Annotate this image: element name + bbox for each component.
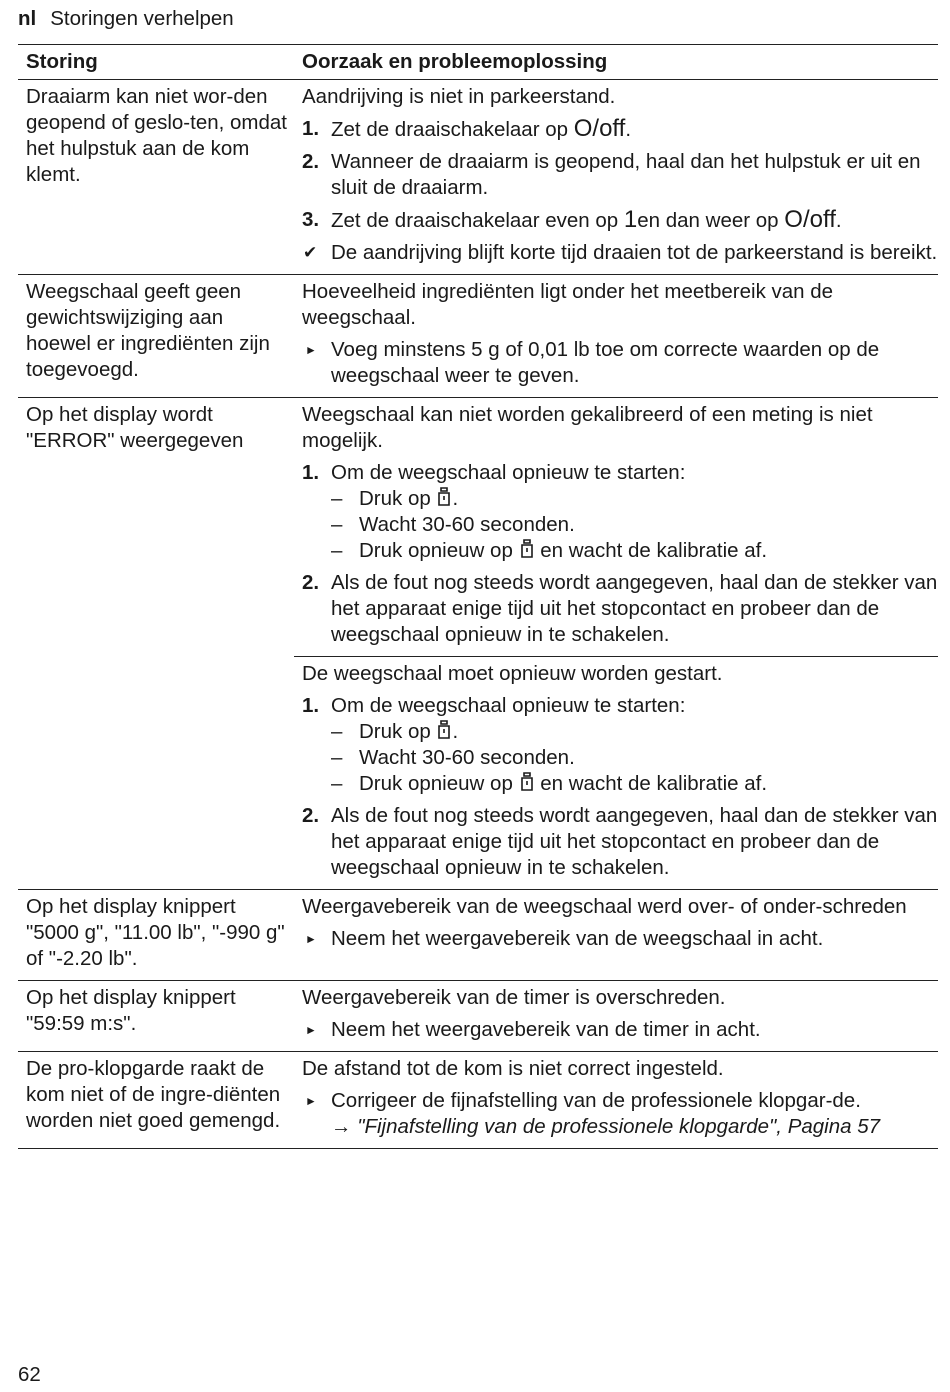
cause-text: Weergavebereik van de timer is overschreden. [302, 986, 726, 1009]
cause-subrow [294, 398, 938, 656]
arrow-icon: → [331, 1115, 352, 1138]
cause-text: Weergavebereik van de weegschaal werd over- of onder-schreden [302, 895, 907, 918]
substep-item [331, 512, 938, 538]
step-item [302, 460, 938, 486]
triangle-bullet-icon: ► [305, 1023, 317, 1037]
scale-button-icon [519, 772, 535, 792]
step-text: Zet de draaischakelaar even op [331, 209, 624, 232]
step-number: 2. [302, 150, 320, 173]
fault-cell: Op het display knippert "59:59 m:s". [26, 986, 236, 1035]
step-text-end: . [625, 118, 632, 141]
table-row [18, 275, 938, 398]
substep-text: Druk op [359, 720, 437, 743]
cross-reference-link[interactable]: "Fijnafstelling van de professionele klopgarde", Pagina 57 [357, 1115, 881, 1138]
substep-text: Wacht 30-60 seconden. [359, 746, 575, 769]
page-header [18, 6, 938, 44]
column-header-storing: Storing [26, 50, 98, 73]
substep-text: Druk opnieuw op [359, 772, 519, 795]
dash-bullet: – [331, 513, 343, 536]
step-number: 1. [302, 694, 320, 717]
step-item [302, 149, 938, 201]
substep-text: Druk op [359, 487, 437, 510]
cause-cell [294, 275, 938, 397]
fault-cell: Op het display knippert "5000 g", "11.00 lb", "-990 g" of "-2.20 lb". [26, 895, 285, 970]
troubleshooting-table [18, 44, 938, 1149]
one-symbol: 1 [623, 206, 638, 233]
cause-cell [294, 981, 938, 1051]
substep-text-end: en wacht de kalibratie af. [534, 539, 768, 562]
step-item [302, 570, 938, 648]
triangle-bullet-icon: ► [305, 343, 317, 357]
step-number: 1. [302, 461, 320, 484]
table-row [18, 80, 938, 275]
action-item [302, 926, 938, 952]
cause-cell [294, 890, 938, 980]
substep-text: Druk opnieuw op [359, 539, 519, 562]
cause-cell [294, 1052, 938, 1148]
table-row [18, 398, 938, 890]
step-text: Om de weegschaal opnieuw te starten: [331, 461, 686, 484]
action-text: Neem het weergavebereik van de timer in acht. [331, 1018, 761, 1041]
dash-bullet: – [331, 720, 343, 743]
table-header-row [18, 44, 938, 80]
cause-subrow [294, 656, 938, 889]
step-item [302, 116, 938, 143]
check-icon: ✔ [303, 243, 318, 262]
triangle-bullet-icon: ► [305, 932, 317, 946]
substep-item: – Druk op . [331, 487, 459, 510]
step-item [302, 803, 938, 881]
step-number: 3. [302, 208, 320, 231]
step-text: Wanneer de draaiarm is geopend, haal dan het hulpstuk er uit en sluit de draaiarm. [331, 150, 921, 199]
substep-text: Wacht 30-60 seconden. [359, 513, 575, 536]
dash-bullet: – [331, 746, 343, 769]
step-text-mid: en dan weer op [637, 209, 785, 232]
scale-button-icon [436, 487, 452, 507]
table-row [18, 890, 938, 981]
action-item [302, 1088, 938, 1140]
step-number: 2. [302, 571, 320, 594]
substep-item [331, 745, 938, 771]
section-title: Storingen verhelpen [50, 7, 234, 30]
cause-cell [294, 398, 938, 889]
action-text: Voeg minstens 5 g of 0,01 lb toe om correcte waarden op de weegschaal weer te geven. [331, 338, 880, 387]
result-item [302, 240, 938, 266]
step-text-end: . [835, 209, 842, 232]
fault-cell: Draaiarm kan niet wor-den geopend of geslo-ten, omdat het hulpstuk aan de kom klemt. [26, 85, 287, 186]
step-number: 1. [302, 117, 320, 140]
scale-button-icon [519, 539, 535, 559]
triangle-bullet-icon: ► [305, 1094, 317, 1108]
step-item [302, 693, 938, 719]
dash-bullet: – [331, 772, 343, 795]
action-item [302, 1017, 938, 1043]
language-code: nl [18, 7, 37, 30]
cause-cell [294, 80, 938, 274]
cause-text: De weegschaal moet opnieuw worden gestart. [302, 662, 723, 685]
cause-text: Hoeveelheid ingrediënten ligt onder het meetbereik van de weegschaal. [302, 280, 834, 329]
page-number: 62 [18, 1363, 41, 1386]
step-text: Als de fout nog steeds wordt aangegeven, haal dan de stekker van het apparaat enige tijd uit het stopcontact en probeer dan de weegschaal opnieuw in te schakelen. [331, 804, 938, 879]
fault-cell: De pro-klopgarde raakt de kom niet of de ingre-diënten worden niet goed gemengd. [26, 1057, 281, 1132]
cause-text: Weegschaal kan niet worden gekalibreerd of een meting is niet mogelijk. [302, 403, 873, 452]
step-item [302, 207, 938, 234]
fault-cell: Weegschaal geeft geen gewichtswijziging aan hoewel er ingrediënten zijn toegevoegd. [26, 280, 270, 381]
dash-bullet: – [331, 487, 343, 510]
action-text: Corrigeer de fijnafstelling van de professionele klopgar-de. [331, 1089, 861, 1112]
cause-text: De afstand tot de kom is niet correct ingesteld. [302, 1057, 724, 1080]
substep-item [331, 771, 938, 797]
action-text: Neem het weergavebereik van de weegschaal in acht. [331, 927, 824, 950]
step-text: Als de fout nog steeds wordt aangegeven, haal dan de stekker van het apparaat enige tijd uit het stopcontact en probeer dan de weegschaal opnieuw in te schakelen. [331, 571, 938, 646]
fault-cell: Op het display wordt "ERROR" weergegeven [26, 403, 244, 452]
column-header-oorzaak: Oorzaak en probleemoplossing [302, 50, 608, 73]
dash-bullet: – [331, 539, 343, 562]
substep-item: – Druk op . [331, 720, 459, 743]
step-text: Zet de draaischakelaar op [331, 118, 574, 141]
action-item [302, 337, 938, 389]
scale-button-icon [436, 720, 452, 740]
table-row [18, 981, 938, 1052]
off-symbol: O/off [784, 206, 836, 233]
step-number: 2. [302, 804, 320, 827]
result-text: De aandrijving blijft korte tijd draaien tot de parkeerstand is bereikt. [331, 241, 938, 264]
cause-text: Aandrijving is niet in parkeerstand. [302, 85, 616, 108]
off-symbol: O/off [573, 115, 626, 142]
substep-item [331, 538, 938, 564]
step-text: Om de weegschaal opnieuw te starten: [331, 694, 686, 717]
substep-text-end: en wacht de kalibratie af. [534, 772, 768, 795]
table-row [18, 1052, 938, 1149]
